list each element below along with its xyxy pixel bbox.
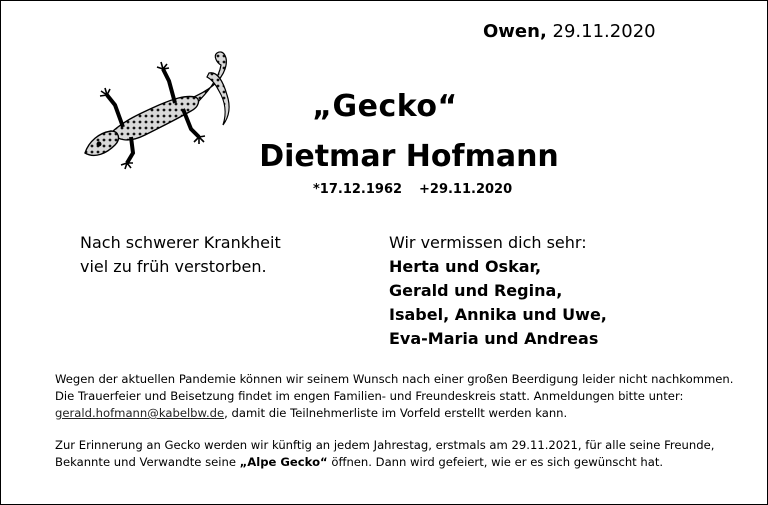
- mourner-name: Gerald und Regina,: [389, 281, 563, 300]
- death-date: +29.11.2020: [419, 182, 513, 197]
- paragraph-text: öffnen. Dann wird gefeiert, wie er es sich gewünscht hat.: [327, 455, 664, 469]
- mourner-name: Eva-Maria und Andreas: [389, 329, 599, 348]
- paragraph-line: [55, 454, 745, 471]
- deceased-name: Dietmar Hofmann: [259, 139, 559, 174]
- place: Owen,: [483, 21, 547, 42]
- alpe-gecko-label: „Alpe Gecko“: [239, 455, 328, 469]
- paragraph-text: Bekannte und Verwandte seine: [55, 455, 240, 469]
- death-note-line: viel zu früh verstorben.: [80, 257, 267, 276]
- death-note-line: Nach schwerer Krankheit: [80, 233, 281, 252]
- place-date: [483, 21, 656, 42]
- paragraph-line: Die Trauerfeier und Beisetzung findet im engen Familien- und Freundeskreis statt. Anmeldungen bitte unter:: [55, 389, 684, 403]
- mourners-block: [389, 231, 607, 351]
- paragraph-line: Zur Erinnerung an Gecko werden wir künftig an jedem Jahrestag, erstmals am 29.11.2021, für alle seine Freunde,: [55, 438, 715, 452]
- paragraph-line: Wegen der aktuellen Pandemie können wir seinem Wunsch nach einer großen Beerdigung leider nicht nachkommen.: [55, 372, 734, 386]
- paragraph-line: [55, 405, 735, 422]
- memorial-paragraph: [55, 437, 745, 471]
- birth-date: *17.12.1962: [313, 182, 403, 197]
- nickname: „Gecko“: [312, 89, 458, 124]
- email-link[interactable]: gerald.hofmann@kabelbw.de: [55, 406, 225, 420]
- notice-date: 29.11.2020: [552, 21, 656, 42]
- mourner-name: Herta und Oskar,: [389, 257, 542, 276]
- funeral-info-paragraph: [55, 371, 735, 422]
- mourner-name: Isabel, Annika und Uwe,: [389, 305, 607, 324]
- paragraph-text: , damit die Teilnehmerliste im Vorfeld erstellt werden kann.: [224, 406, 568, 420]
- death-note: [80, 231, 281, 279]
- mourners-intro: Wir vermissen dich sehr:: [389, 233, 587, 252]
